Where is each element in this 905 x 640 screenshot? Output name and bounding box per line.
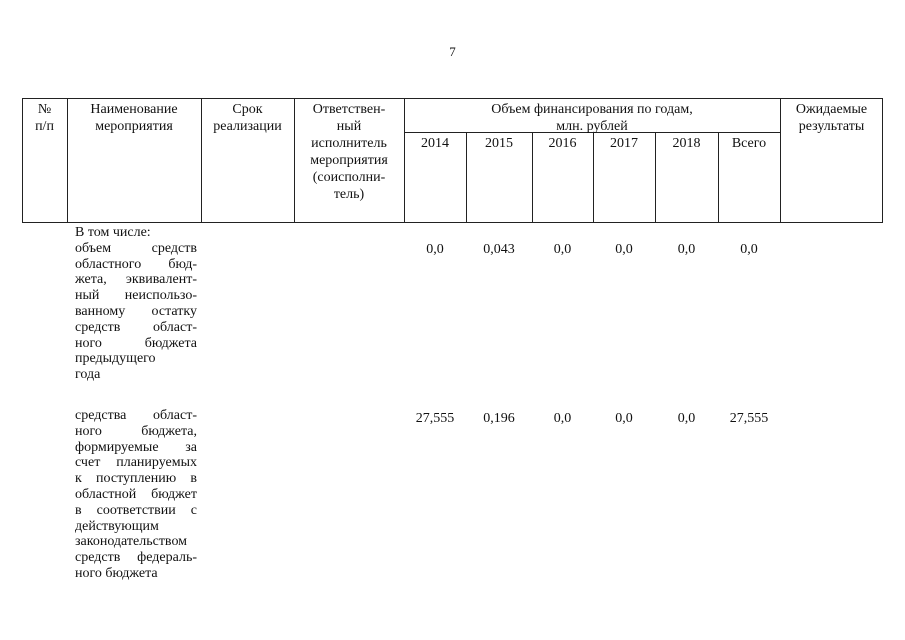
row-2-total: 27,555 (729, 411, 769, 426)
row-1-value: 0,0 (553, 242, 572, 257)
header-year: 2016 (548, 136, 577, 151)
header-number: № п/п (35, 102, 54, 134)
header-year: 2014 (421, 136, 449, 151)
row-2-value: 27,555 (415, 411, 455, 426)
row-2-value: 0,0 (677, 411, 696, 426)
row-2-description: средства област- ного бюджета, формируемые за счет планируемых к поступлению в областной бюджет в соответствии с действующим законодательством средств федераль- ного бюджета (75, 408, 197, 581)
row-2-value: 0,0 (615, 411, 633, 426)
row-2-value: 0,196 (483, 411, 515, 426)
header-name: Наименование мероприятия (90, 102, 178, 134)
row-1-description: В том числе: объем средств областного бюд- жета, эквивалент- ный неиспользо- ванному остатку средств област- ного бюджета предыдущего года (75, 225, 197, 383)
page-number: 7 (449, 44, 456, 59)
row-1-value: 0,0 (615, 242, 633, 257)
header-funding: Объем финансирования по годам, млн. рублей (491, 102, 693, 134)
header-year-total: Всего (731, 136, 767, 151)
row-1-value: 0,0 (677, 242, 696, 257)
header-year: 2015 (485, 136, 513, 151)
header-year: 2018 (672, 136, 701, 151)
header-results: Ожидаемые результаты (795, 102, 868, 134)
header-year: 2017 (610, 136, 638, 151)
row-1-total: 0,0 (740, 242, 758, 257)
header-responsible: Ответствен- ный исполнитель мероприятия (соисполни- тель) (310, 102, 388, 202)
row-1-value: 0,043 (483, 242, 515, 257)
row-1-value: 0,0 (426, 242, 444, 257)
row-2-value: 0,0 (553, 411, 572, 426)
header-term: Срок реализации (213, 102, 282, 134)
